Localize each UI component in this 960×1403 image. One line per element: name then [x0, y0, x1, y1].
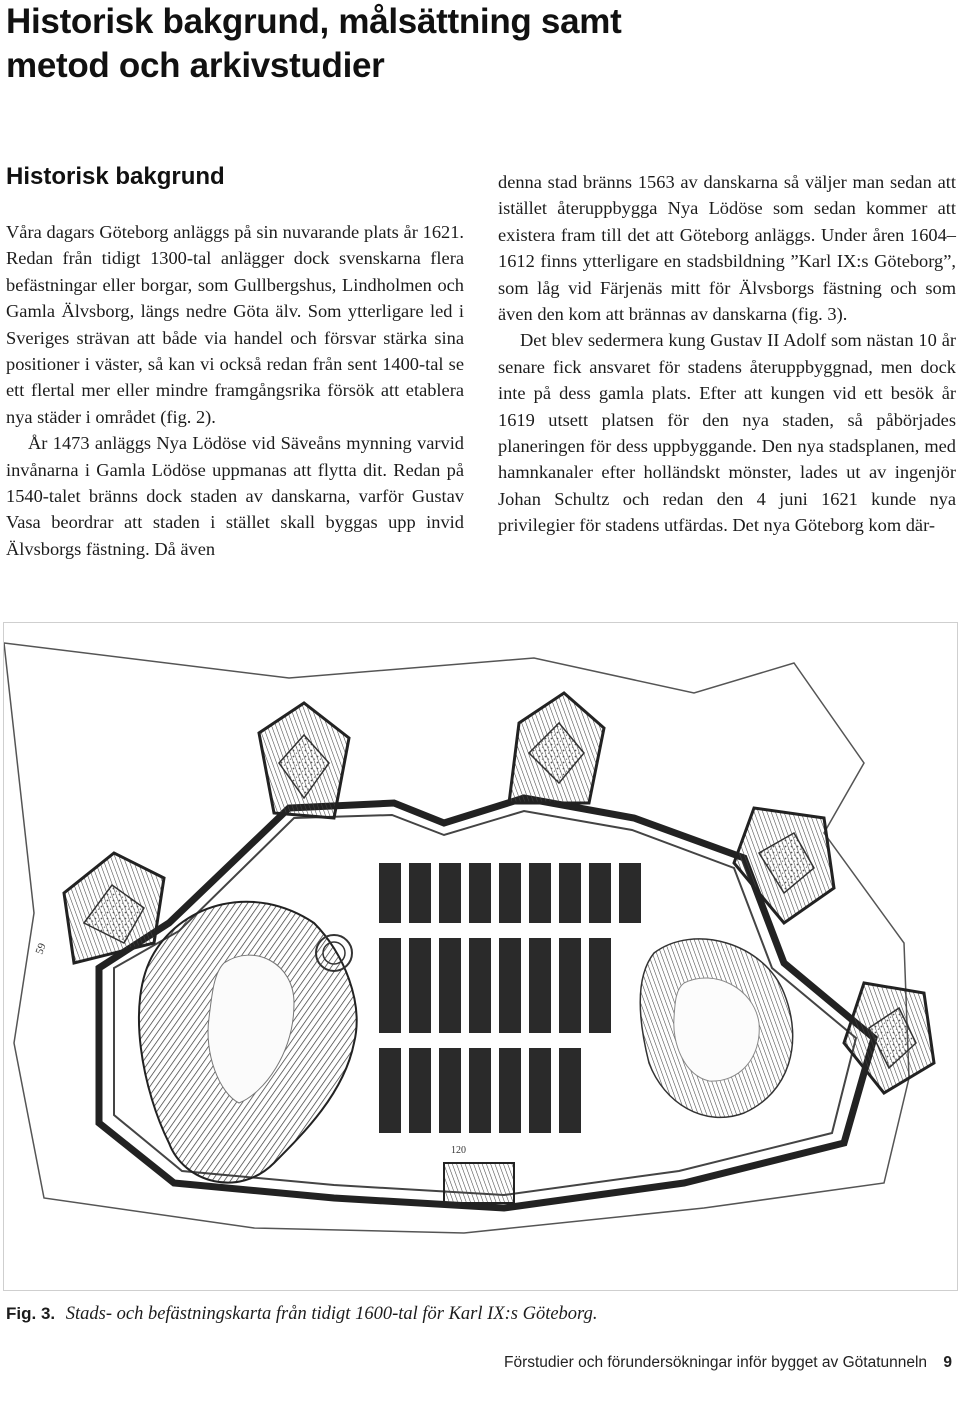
- map-marking: 59: [33, 941, 49, 957]
- page-title-line-2: metod och arkivstudier: [6, 46, 385, 85]
- bastion-northwest: [259, 703, 349, 818]
- map-marking: 120: [451, 1145, 466, 1156]
- page-title: [6, 0, 766, 88]
- body-paragraph: denna stad bränns 1563 av danskarna så väljer man sedan att istället återuppbygga Nya Lödöse som sedan kommer att existera fram till det att Göteborg anläggs. Under åren 1604–1612 finns ytterligare en stadsbildning ”Karl IX:s Göteborg”, som låg vid Färjenäs mitt för Älvsborgs fästning och som även den kom att brännas av danskarna (fig. 3).: [498, 172, 956, 325]
- body-paragraph: Våra dagars Göteborg anläggs på sin nuvarande plats år 1621. Redan från tidigt 1300-tal anlägger dock svenskarna flera befästningar eller borgar, som Gullbergshus, Lindholmen och Gamla Älvsborg, längs nedre Göta älv. Som ytterligare led i Sveriges strävan att både via handel och försvar stärka sina positioner i väster, så kan vi också redan från sent 1400-tal se ett flertal mer eller mindre framgångsrika försök att etablera nya städer i området (fig. 2).: [6, 222, 464, 427]
- body-paragraph: År 1473 anläggs Nya Lödöse vid Säveåns mynning varvid invånarna i Gamla Lödöse uppmanas att flytta dit. Redan på 1540-talet bränns dock staden av danskarna, varför Gustav Vasa beordrar att staden i stället skall byggas upp invid Älvsborgs fästning. Då även: [6, 433, 464, 559]
- body-column-left: [6, 219, 464, 562]
- fortification-map-drawing: [4, 623, 957, 1290]
- footer-text: Förstudier och förundersökningar inför bygget av Götatunneln: [504, 1354, 928, 1371]
- south-gate: [444, 1163, 514, 1203]
- bastion-southeast: [844, 983, 934, 1093]
- bastion-north: [509, 693, 604, 803]
- figure-label: Fig. 3.: [6, 1304, 56, 1323]
- body-column-right: [498, 169, 956, 539]
- page-title-line-1: Historisk bakgrund, målsättning samt: [6, 2, 622, 41]
- page-footer: [504, 1353, 952, 1373]
- figure-caption: [6, 1301, 597, 1327]
- bastion-west: [64, 853, 164, 963]
- section-heading: Historisk bakgrund: [6, 163, 225, 190]
- body-paragraph: Det blev sedermera kung Gustav II Adolf som nästan 10 år senare fick ansvaret för stadens återuppbyggnad, men dock inte på dess gamla plats. Efter att kungen vid ett besök år 1619 utsett platsen för den nya staden, så påbörjades planeringen för dess uppbyggande. Den nya stadsplanen, med hamnkanaler efter holländskt mönster, lades ut av ingenjör Johan Schultz och redan den 4 juni 1621 kunde nya privilegier för stadens utfärdas. Det nya Göteborg kom där-: [498, 330, 956, 536]
- city-blocks: [379, 863, 641, 1133]
- page-number: 9: [943, 1354, 952, 1371]
- figure-caption-text: Stads- och befästningskarta från tidigt 1600-tal för Karl IX:s Göteborg.: [65, 1304, 598, 1324]
- fortification-map-figure: [3, 622, 958, 1291]
